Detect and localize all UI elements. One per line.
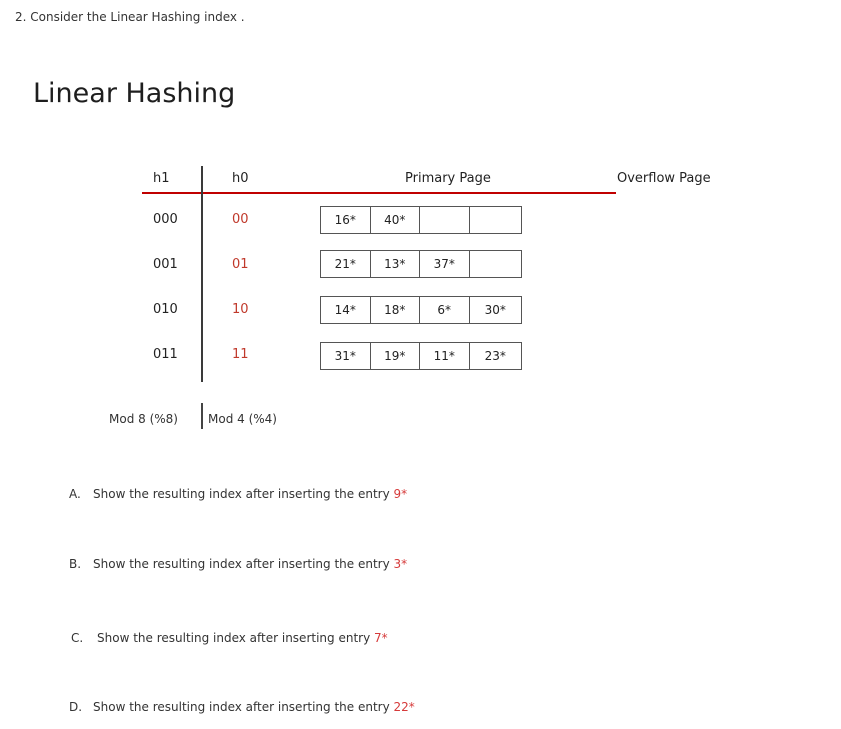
row-h0-label: 11 (232, 347, 249, 362)
task-marker: B. (69, 557, 82, 571)
row-h1-label: 000 (153, 212, 178, 227)
task-marker: C. (71, 631, 84, 645)
task-entry: 22* (393, 700, 415, 714)
bucket-slot: 19* (371, 343, 421, 369)
task-text: Show the resulting index after inserting the entry (93, 700, 394, 714)
header-divider (142, 192, 616, 194)
bucket-slot: 11* (420, 343, 470, 369)
task-d (69, 700, 415, 714)
bucket-slot (420, 207, 470, 233)
bucket-slot: 6* (420, 297, 470, 323)
header-primary-page: Primary Page (405, 171, 491, 186)
task-marker: A. (69, 487, 81, 501)
task-c (71, 631, 388, 645)
task-marker: D. (69, 700, 83, 714)
task-a (69, 487, 407, 501)
bucket-slot: 31* (321, 343, 371, 369)
question-heading: 2. Consider the Linear Hashing index . (15, 10, 245, 24)
task-b (69, 557, 407, 571)
bucket-slot: 14* (321, 297, 371, 323)
header-h1: h1 (153, 171, 170, 186)
bucket-slot: 13* (371, 251, 421, 277)
primary-bucket (320, 250, 522, 278)
primary-bucket (320, 296, 522, 324)
task-text: Show the resulting index after inserting the entry (93, 487, 394, 501)
header-overflow-page: Overflow Page (617, 171, 711, 186)
row-h1-label: 001 (153, 257, 178, 272)
bucket-slot: 40* (371, 207, 421, 233)
row-h0-label: 00 (232, 212, 249, 227)
bucket-slot: 23* (484, 349, 506, 363)
task-entry: 9* (393, 487, 408, 501)
bucket-slot (470, 251, 521, 277)
bucket-slot: 37* (420, 251, 470, 277)
bucket-slot: 18* (371, 297, 421, 323)
bucket-slot: 30* (484, 303, 506, 317)
column-divider (201, 166, 203, 382)
mod-divider (201, 403, 203, 429)
primary-bucket (320, 206, 522, 234)
mod4-note: Mod 4 (%4) (208, 412, 277, 426)
task-entry: 7* (374, 631, 388, 645)
task-entry: 3* (393, 557, 408, 571)
task-text: Show the resulting index after inserting the entry (93, 557, 394, 571)
mod8-note: Mod 8 (%8) (109, 412, 178, 426)
primary-bucket (320, 342, 522, 370)
header-h0: h0 (232, 171, 249, 186)
row-h0-label: 01 (232, 257, 249, 272)
row-h1-label: 011 (153, 347, 178, 362)
row-h1-label: 010 (153, 302, 178, 317)
page-title: Linear Hashing (33, 78, 236, 109)
bucket-slot: 16* (321, 207, 371, 233)
bucket-slot: 21* (321, 251, 371, 277)
row-h0-label: 10 (232, 302, 249, 317)
bucket-slot (470, 207, 521, 233)
task-text: Show the resulting index after inserting entry (97, 631, 374, 645)
